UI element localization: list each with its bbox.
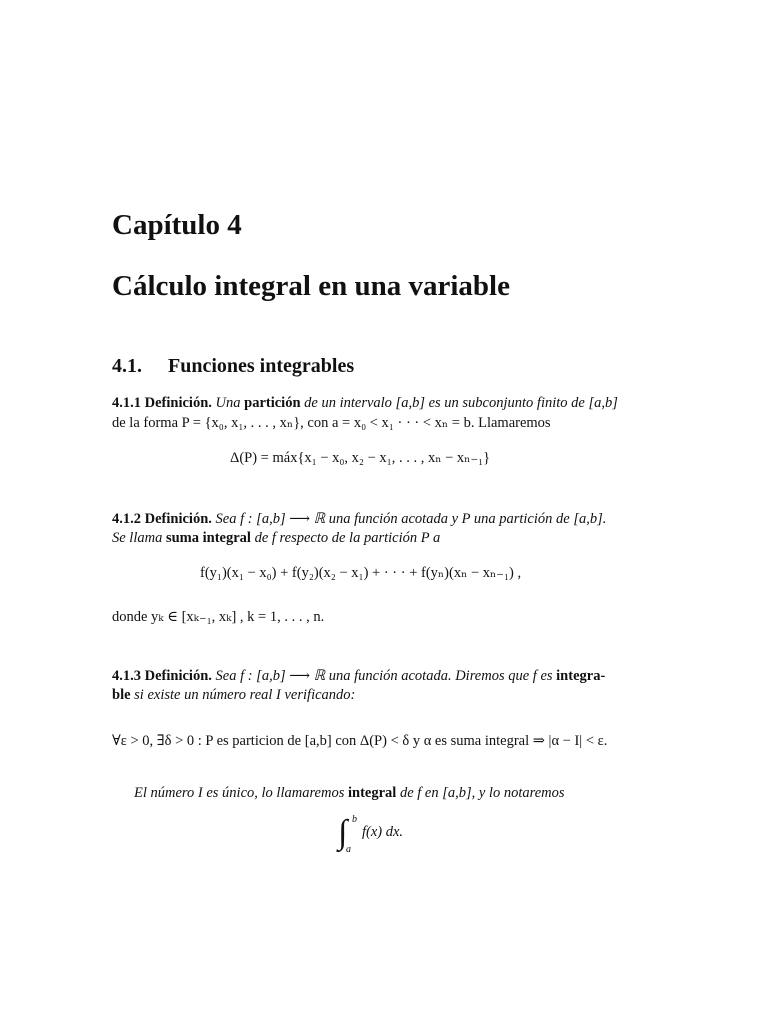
section-title: Funciones integrables [168,355,355,377]
definition-3-line-1 [112,666,605,686]
definition-1-line-1 [112,393,618,413]
section-number: 4.1. [112,355,142,377]
definition-1-line-2: de la forma P = {x₀, x₁, . . . , xₙ}, con a = x₀ < x₁ · · · < xₙ = b. Llamaremos [112,415,551,431]
definition-2-text-a: Sea f : [a,b] ⟶ ℝ una función acotada y P una partición de [a,b]. [215,511,607,527]
definition-1-text-a: Una [215,395,241,411]
definition-3-text-a: Sea f : [a,b] ⟶ ℝ una función acotada. Diremos que f es [215,668,553,684]
integral-sign: ∫ [338,814,348,851]
definition-2-after: donde yₖ ∈ [xₖ₋₁, xₖ] , k = 1, . . . , n. [112,609,325,625]
definition-3-term-a: integra- [556,668,606,684]
integral-note [134,783,565,803]
integral-note-term: integral [347,785,397,801]
definition-1-text-b: de un intervalo [a,b] es un subconjunto finito de [a,b] [304,395,618,411]
integral-lower-limit: a [346,844,351,855]
definition-2-number: 4.1.2 Definición. [112,511,212,527]
definition-3-number: 4.1.3 Definición. [112,668,212,684]
integral-upper-limit: b [352,814,357,825]
definition-2-text-b: Se llama [112,530,163,546]
chapter-label: Capítulo 4 [112,209,242,241]
definition-2-line-1 [112,509,606,529]
section-heading [112,354,354,378]
definition-1-term: partición [244,395,301,411]
integral-note-text-a: El número I es único, lo llamaremos [134,785,345,801]
definition-1-formula: Δ(P) = máx{x₁ − x₀, x₂ − x₁, . . . , xₙ − xₙ₋₁} [230,450,491,466]
definition-3-term-b: ble [112,687,131,703]
definition-2-formula: f(y₁)(x₁ − x₀) + f(y₂)(x₂ − x₁) + · · · + f(yₙ)(xₙ − xₙ₋₁) , [200,565,522,581]
integral-note-text-b: de f en [a,b], y lo notaremos [399,785,565,801]
definition-2-term: suma integral [165,530,251,546]
definition-3-text-b: si existe un número real I verificando: [134,687,356,703]
integral-integrand: f(x) dx. [362,824,404,840]
definition-2-text-c: de f respecto de la partición P a [254,530,441,546]
definition-3-line-2 [112,685,355,705]
chapter-title: Cálculo integral en una variable [112,270,510,302]
definition-3-formula: ∀ε > 0, ∃δ > 0 : P es particion de [a,b] con Δ(P) < δ y α es suma integral ⇒ |α − I| < ε. [112,733,608,749]
definition-1-number: 4.1.1 Definición. [112,395,212,411]
definition-2-line-2 [112,528,440,548]
